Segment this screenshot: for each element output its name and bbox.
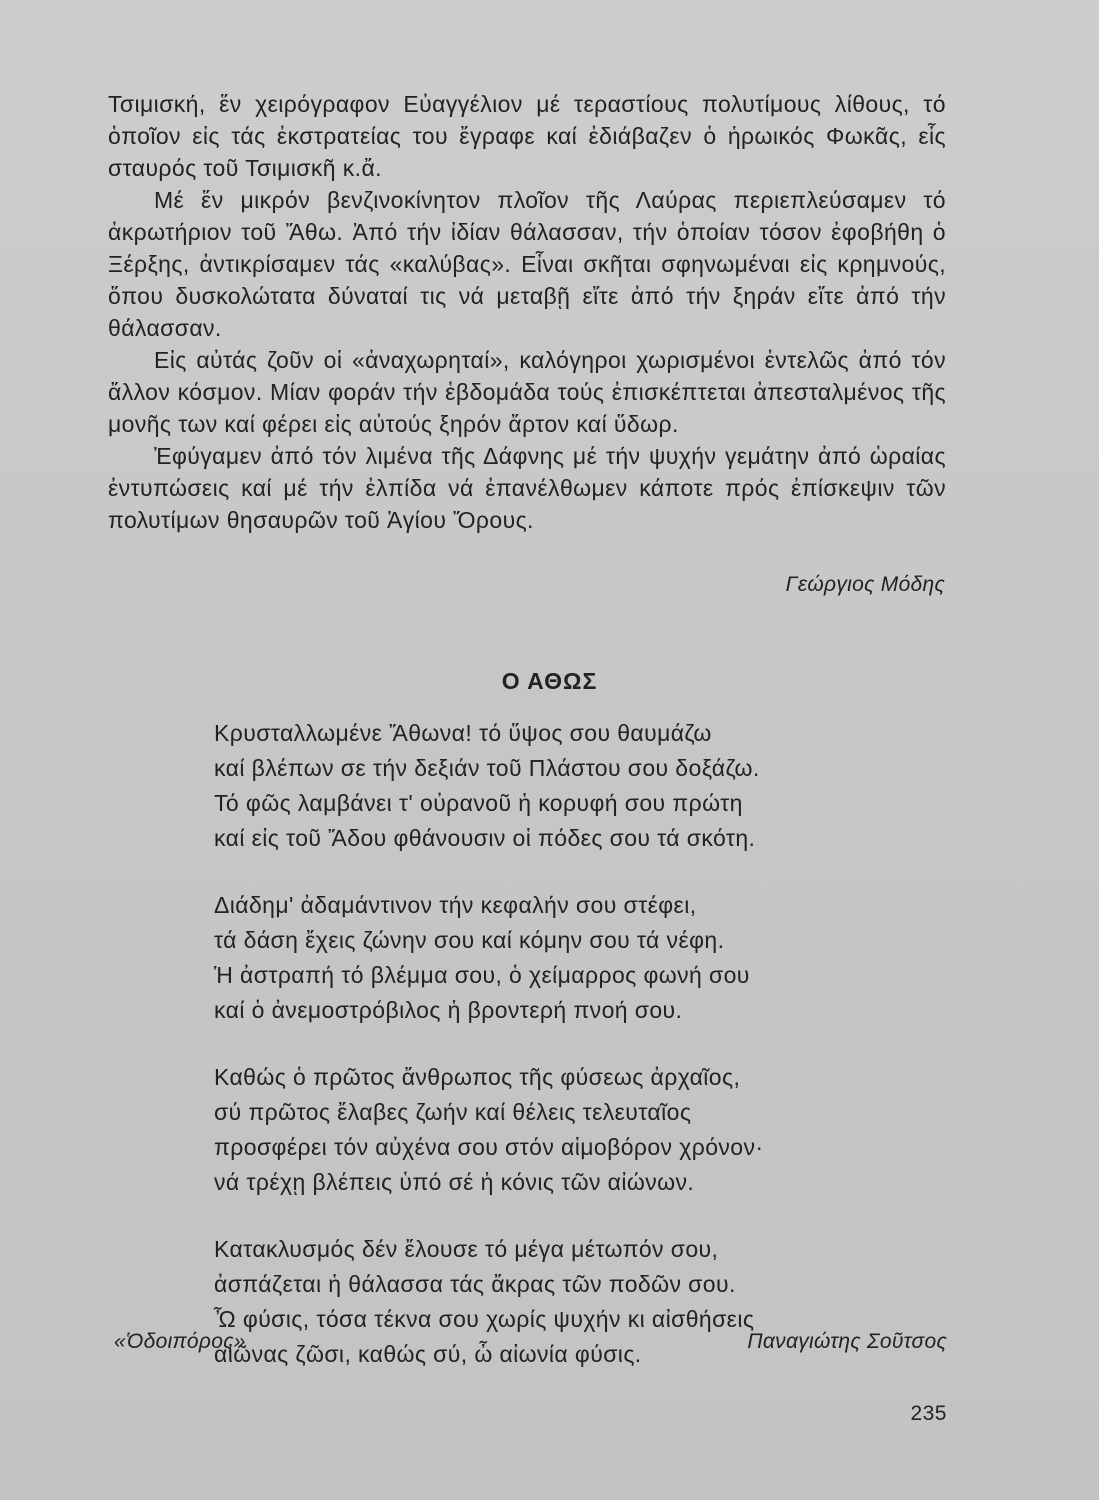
poem-line: σύ πρῶτος ἔλαβες ζωήν καί θέλεις τελευταῖος [214,1099,692,1125]
poem-line: νά τρέχῃ βλέπεις ὑπό σέ ἡ κόνις τῶν αἰώνων. [214,1169,695,1195]
poem-line: καί εἰς τοῦ Ἄδου φθάνουσιν οἱ πόδες σου τά σκότη. [214,825,756,851]
poem-line: αἰῶνας ζῶσι, καθώς σύ, ὦ αἰωνία φύσις. [214,1341,642,1367]
poem-source: «Ὁδοιπόρος» [114,1330,246,1353]
poem-line: Καθώς ὁ πρῶτος ἄνθρωπος τῆς φύσεως ἀρχαῖος, [214,1064,741,1090]
poem-line: Κατακλυσμός δέν ἔλουσε τό μέγα μέτωπόν σου, [214,1236,719,1262]
poem-line: Τό φῶς λαμβάνει τ' οὐρανοῦ ἡ κορυφή σου πρώτη [214,790,743,816]
poem-line: Ὦ φύσις, τόσα τέκνα σου χωρίς ψυχήν κι αἰσθήσεις [214,1306,755,1332]
poem-line: προσφέρει τόν αὐχένα σου στόν αἱμοβόρον χρόνον· [214,1134,764,1160]
poem-stanza [214,888,854,1028]
poem-line: καί ὁ ἀνεμοστρόβιλος ἡ βροντερή πνοή σου. [214,997,683,1023]
poem-author: Παναγιώτης Σοῦτσος [747,1330,947,1353]
poem-line: τά δάση ἔχεις ζώνην σου καί κόμην σου τά νέφη. [214,927,725,953]
paragraph: Ἐφύγαμεν ἀπό τόν λιμένα τῆς Δάφνης μέ τήν ψυχήν γεμάτην ἀπό ὡραίας ἐντυπώσεις καί μέ τήν ἐλπίδα νά ἐπανέλθωμεν κάποτε πρός ἐπίσκεψιν τῶν πολυτίμων θησαυρῶν τοῦ Ἁγίου Ὄρους. [108,443,946,533]
poem-line: καί βλέπων σε τήν δεξιάν τοῦ Πλάστου σου δοξάζω. [214,755,760,781]
page-number: 235 [910,1402,947,1425]
prose-section [108,88,946,536]
poem-line: Διάδημ' ἀδαμάντινον τήν κεφαλήν σου στέφει, [214,892,697,918]
poem-line: Ἡ ἀστραπή τό βλέμμα σου, ὁ χείμαρρος φωνή σου [214,962,750,988]
poem-title: Ο ΑΘΩΣ [501,668,598,694]
prose-author-signature: Γεώργιος Μόδης [785,573,945,596]
paragraph: Εἰς αὐτάς ζοῦν οἱ «ἀναχωρηταί», καλόγηροι χωρισμένοι ἐντελῶς ἀπό τόν ἄλλον κόσμον. Μίαν φοράν τήν ἑβδομάδα τούς ἐπισκέπτεται ἀπεσταλμένος τῆς μονῆς των καί φέρει εἰς αὐτούς ξηρόν ἄρτον καί ὕδωρ. [108,347,946,437]
poem-stanza [214,1060,854,1200]
paragraph: Τσιμισκή, ἕν χειρόγραφον Εὐαγγέλιον μέ τεραστίους πολυτίμους λίθους, τό ὁποῖον εἰς τάς ἐκστρατείας του ἔγραφε καί ἐδιάβαζεν ὁ ἡρωικός Φωκᾶς, εἷς σταυρός τοῦ Τσιμισκῆ κ.ἄ. [108,91,946,181]
poem-line: ἀσπάζεται ἡ θάλασσα τάς ἄκρας τῶν ποδῶν σου. [214,1271,736,1297]
poem-line: Κρυσταλλωμένε Ἄθωνα! τό ὕψος σου θαυμάζω [214,720,712,746]
paragraph: Μέ ἕν μικρόν βενζινοκίνητον πλοῖον τῆς Λαύρας περιεπλεύσαμεν τό ἀκρωτήριον τοῦ Ἄθω. Ἀπό τήν ἰδίαν θάλασσαν, τήν ὁποίαν τόσον ἐφοβήθη ὁ Ξέρξης, ἀντικρίσαμεν τάς «καλύβας». Εἶναι σκῆται σφηνωμέναι εἰς κρημνούς, ὅπου δυσκολώτατα δύναταί τις νά μεταβῇ εἴτε ἀπό τήν ξηράν εἴτε ἀπό τήν θάλασσαν. [108,187,946,341]
poem-stanza [214,716,854,856]
poem [214,716,854,1404]
